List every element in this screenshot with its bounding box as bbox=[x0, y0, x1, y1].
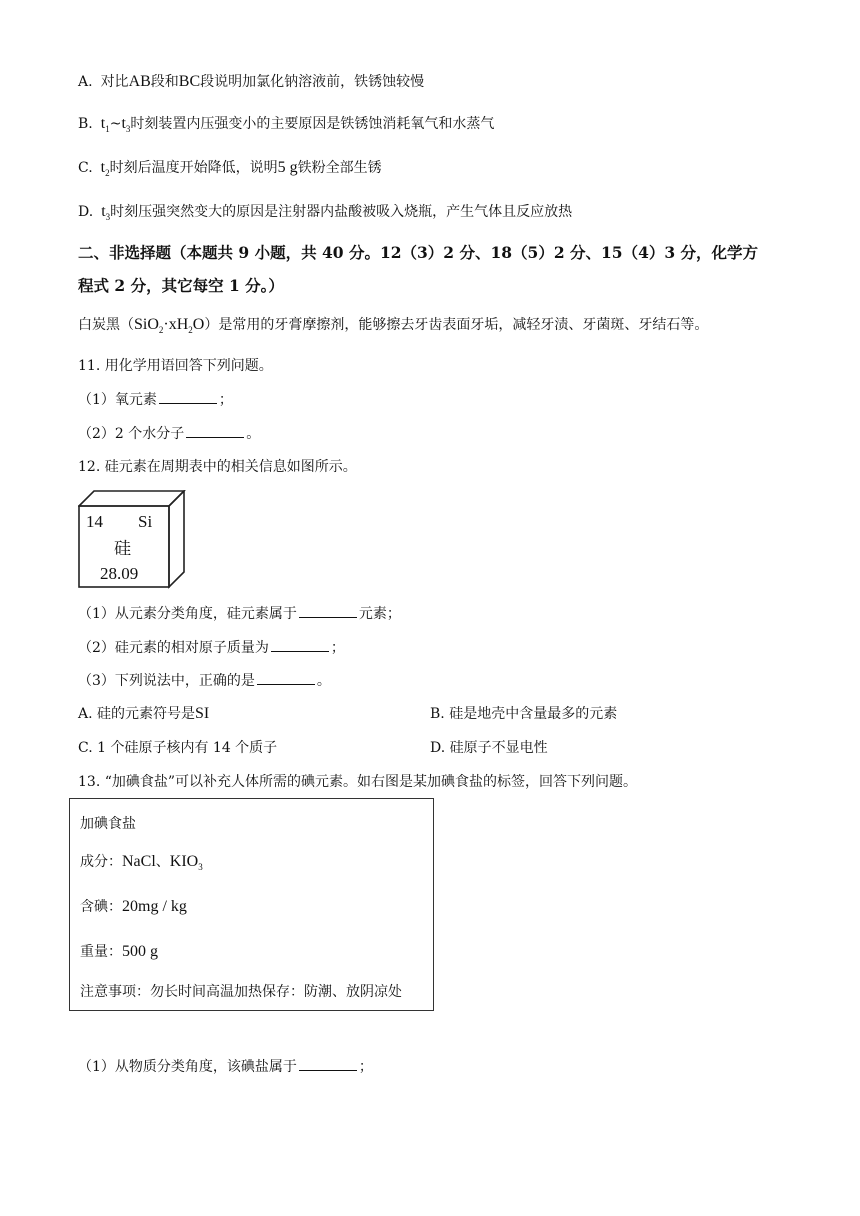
intro-paragraph: 白炭黑$(SiO_2\cdot xH_2O)$是常用的牙膏摩擦剂，能够擦去牙齿表面牙垢，减轻牙渍、牙菌斑、牙结石等。 bbox=[78, 316, 709, 336]
element-name: 硅 bbox=[114, 539, 131, 559]
q13-part1: （1）从物质分类角度，该碘盐属于 ； bbox=[78, 1059, 373, 1075]
option-label: C. bbox=[78, 160, 93, 176]
q11-stem: 11. 用化学用语回答下列问题。 bbox=[78, 358, 273, 374]
option-b bbox=[78, 114, 494, 139]
time-t3: $t_3$ bbox=[121, 115, 131, 135]
q12-option-b: B. 硅是地壳中含量最多的元素 bbox=[430, 706, 618, 722]
q11-part1: （1）氧元素 ； bbox=[78, 392, 233, 408]
option-label: D. bbox=[78, 204, 94, 220]
answer-blank[interactable] bbox=[159, 390, 217, 404]
q12-stem: 12. 硅元素在周期表中的相关信息如图所示。 bbox=[78, 459, 357, 475]
time-t3: $t_3$ bbox=[101, 203, 111, 223]
q11-part2: （2）2 个水分子 。 bbox=[78, 426, 261, 442]
q13-stem: 13. “加碘食盐”可以补充人体所需的碘元素。如右图是某加碘食盐的标签，回答下列问题。 bbox=[78, 774, 638, 790]
option-text: 时刻后温度开始降低，说明 bbox=[109, 160, 278, 176]
label-composition: 成分：NaCl、$KIO_3$ bbox=[80, 853, 203, 873]
q12-option-a: A. 硅的元素符号是SI bbox=[78, 705, 210, 722]
answer-blank[interactable] bbox=[257, 671, 315, 685]
atomic-number: 14 bbox=[86, 512, 103, 531]
option-text: 段说明加氯化钠溶液前，铁锈蚀较慢 bbox=[200, 74, 425, 90]
answer-blank[interactable] bbox=[299, 604, 357, 618]
formula-silica: $SiO_2\cdot xH_2O$ bbox=[134, 316, 205, 336]
option-text: 铁粉全部生锈 bbox=[297, 160, 382, 176]
q12-option-c: C. 1 个硅原子核内有 14 个质子 bbox=[78, 740, 278, 756]
symbol-si: SI bbox=[195, 705, 210, 722]
label-iodine-content: 含碘：20mg / kg bbox=[80, 898, 187, 915]
answer-blank[interactable] bbox=[299, 1057, 357, 1071]
segment-bc: BC bbox=[178, 73, 201, 90]
option-text: 段和 bbox=[150, 74, 179, 90]
option-label: A. bbox=[78, 74, 93, 90]
q12-part3: （3）下列说法中，正确的是 。 bbox=[78, 673, 331, 689]
periodic-table-cell bbox=[78, 490, 188, 590]
label-notes: 注意事项：勿长时间高温加热保存：防潮、放阴凉处 bbox=[80, 984, 402, 1000]
tilde: ~ bbox=[109, 116, 122, 132]
q12-option-d: D. 硅原子不显电性 bbox=[430, 740, 548, 756]
iron-amount: 5 g bbox=[277, 159, 298, 176]
atomic-mass: 28.09 bbox=[100, 564, 139, 583]
label-weight: 重量：500 g bbox=[80, 943, 158, 960]
salt-label-box bbox=[69, 798, 434, 1011]
option-text: 对比 bbox=[100, 74, 129, 90]
element-symbol: Si bbox=[138, 512, 153, 531]
time-t1: $t_1$ bbox=[100, 115, 110, 135]
answer-blank[interactable] bbox=[271, 638, 329, 652]
option-text: 时刻装置内压强变小的主要原因是铁锈蚀消耗氧气和水蒸气 bbox=[130, 116, 495, 132]
label-title: 加碘食盐 bbox=[80, 816, 136, 832]
option-label: B. bbox=[78, 116, 93, 132]
segment-ab: AB bbox=[128, 73, 151, 90]
option-text: 时刻压强突然变大的原因是注射器内盐酸被吸入烧瓶，产生气体且反应放热 bbox=[110, 204, 573, 220]
option-c bbox=[78, 158, 382, 183]
option-a bbox=[78, 72, 424, 92]
time-t2: $t_2$ bbox=[100, 159, 110, 179]
section-heading-line2: 程式 2 分，其它每空 1 分。） bbox=[78, 276, 284, 295]
section-heading-line1: 二、非选择题（本题共 9 小题，共 40 分。12（3）2 分、18（5）2 分、15（4）3 分，化学方 bbox=[78, 243, 759, 262]
answer-blank[interactable] bbox=[186, 424, 244, 438]
option-d bbox=[78, 202, 572, 227]
q12-part1: （1）从元素分类角度，硅元素属于 元素； bbox=[78, 606, 401, 622]
q12-part2: （2）硅元素的相对原子质量为 ； bbox=[78, 640, 345, 656]
